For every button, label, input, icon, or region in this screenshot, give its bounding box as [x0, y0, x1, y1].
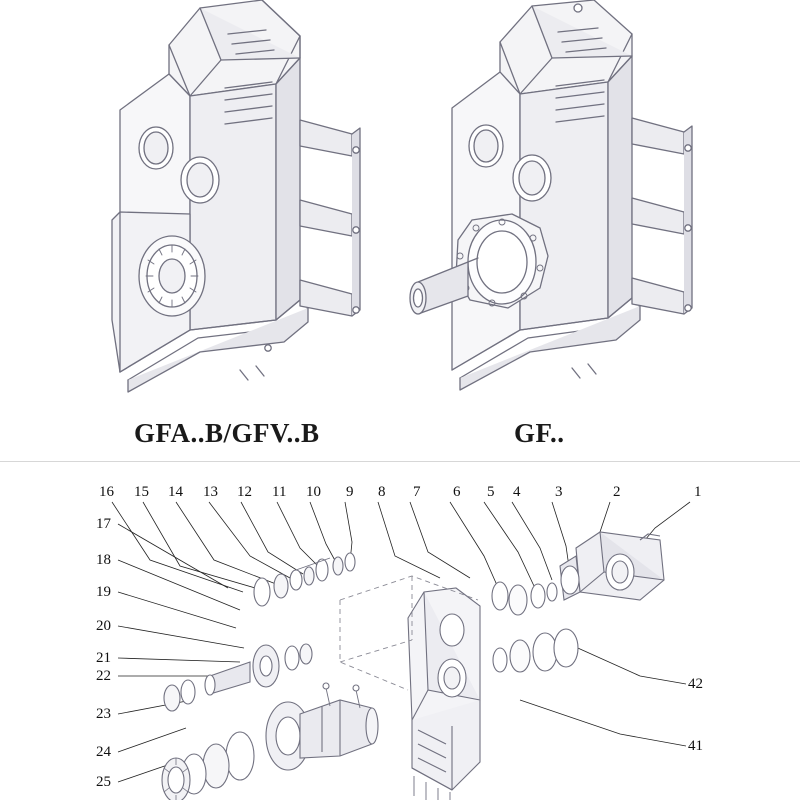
part-input-motor-adapter — [560, 532, 664, 600]
callout-8: 8 — [378, 484, 386, 500]
callout-6: 6 — [453, 484, 461, 500]
callout-10: 10 — [306, 484, 321, 500]
callout-12: 12 — [237, 484, 252, 500]
caption-right-model: GF.. — [514, 418, 565, 448]
callout-15: 15 — [134, 484, 149, 500]
callout-4: 4 — [513, 484, 521, 500]
callout-7: 7 — [413, 484, 421, 500]
callout-2: 2 — [613, 484, 621, 500]
callout-3: 3 — [555, 484, 563, 500]
callout-16: 16 — [99, 484, 114, 500]
callout-23: 23 — [96, 706, 111, 722]
callout-18: 18 — [96, 552, 111, 568]
callout-5: 5 — [487, 484, 495, 500]
caption-left-model: GFA..B/GFV..B — [134, 418, 320, 448]
callout-22: 22 — [96, 668, 111, 684]
callout-24: 24 — [96, 744, 111, 760]
callout-21: 21 — [96, 650, 111, 666]
part-housing — [408, 588, 480, 790]
callout-17: 17 — [96, 516, 111, 532]
callout-11: 11 — [272, 484, 287, 500]
callout-1: 1 — [694, 484, 702, 500]
callout-42: 42 — [688, 676, 703, 692]
callout-25: 25 — [96, 774, 111, 790]
callout-41: 41 — [688, 738, 703, 754]
callout-20: 20 — [96, 618, 111, 634]
callout-9: 9 — [346, 484, 354, 500]
callout-14: 14 — [168, 484, 183, 500]
part-shaft-assembly — [162, 553, 450, 800]
callout-13: 13 — [203, 484, 218, 500]
callout-19: 19 — [96, 584, 111, 600]
